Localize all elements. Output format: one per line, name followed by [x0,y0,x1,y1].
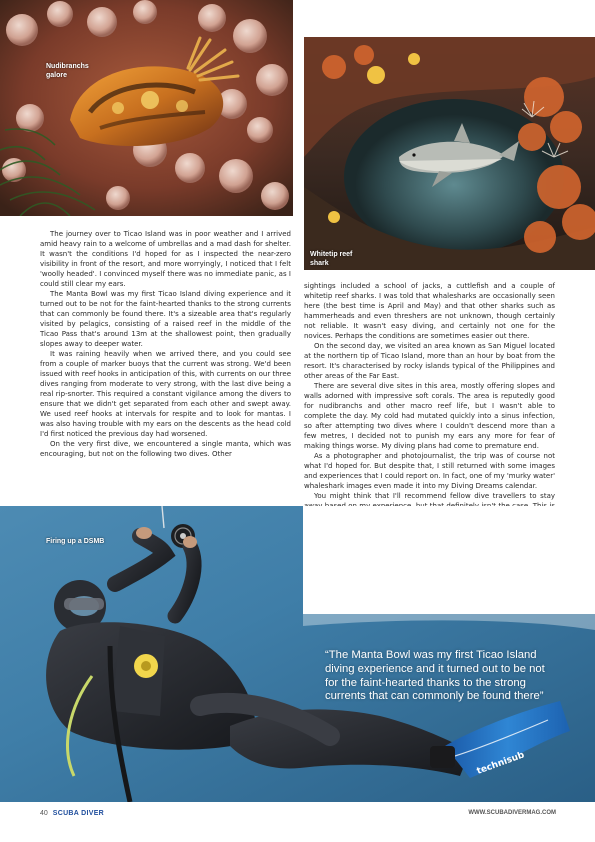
whitetip-shark-photo [304,37,595,270]
diver-caption: Firing up a DSMB [46,538,105,545]
page-number: 40 [40,810,48,817]
magazine-name: SCUBA DIVER [52,810,105,817]
article-paragraph: The journey over to Ticao Island was in poor weather and I arrived amid heavy rain to a welcome of umbrellas and a mad dash for shelter. It wasn't the conditions I'd hoped for as I inspected the near-zero visibility in front of the resort, and more worryingly, I noticed that I felt 'woolly headed'. I convinced myself there was no immediate panic, as I could still clear my ears. [40,230,291,288]
article-paragraph: On the very first dive, we encountered a single manta, which was encouraging, but not on the following two dives. Other [40,440,291,458]
shark-caption: Whitetip reef shark [310,251,353,267]
article-paragraph-text: You might think that I'll recommend fellow dive travellers to stay [314,492,555,500]
article-left-column [40,229,291,459]
article-paragraph: As a photographer and photojournalist, the trip was of course not what I'd hoped for. But despite that, I still returned with some images and experiences that I could report on. In fact, one of my 'murky water' whaleshark images even made it into my Diving Dreams calendar. [304,452,555,490]
article-paragraph: There are several dive sites in this area, mostly offering slopes and walls adorned with impressive soft corals. The area is reputedly good for nudibranchs and other macro reef life, but I wasn't able to complete the day. My cold had mutated quickly into a sinus infection, so after attempting two dives where I couldn't descend more than a few metres, I decided not to punish my ears any more for fear of making things worse. My diving plans had come to premature end. [304,382,555,450]
article-paragraph: On the second day, we visited an area known as San Miguel located at the northern tip of Ticao Island, more than an hour by boat from the resort. It's characterised by rocky islands typical of the Philippines and other areas of the Far East. [304,342,555,380]
nudibranch-photo [0,0,293,216]
fin-brand-lettering: technisub [475,750,526,777]
magazine-website[interactable]: WWW.SCUBADIVERMAG.COM [468,810,556,816]
article-paragraph: sightings included a school of jacks, a cuttlefish and a couple of whitetip reef sharks. I was told that whalesharks are occasionally seen here (the best time is April and May) and that other sharks such as hammerheads and even threshers are not unknown, though certainly not reliable. It wasn't easy diving, and certainly not one for the novices. Perhaps the conditions are sometimes easier out there. [304,282,555,340]
footer-left [40,810,104,817]
nudibranch-caption: Nudibranchs galore [46,63,89,79]
article-paragraph: The Manta Bowl was my first Ticao Island diving experience and it turned out to be not for the faint-hearted thanks to the strong currents that can commonly be found there. It's a sizeable area that's regularly visited by pelagics, consisting of a raised reef in the middle of the Ticao Pass that's around 13m at the shallowest point, then gradually slopes away to deeper water. [40,290,291,348]
article-paragraph: It was raining heavily when we arrived there, and you could see from a couple of marker buoys that the current was strong. We'd been issued with reef hooks in anticipation of this, with currents on our three dives ranging from moderate to very strong, with the last dive being a real rip-snorter. This required a constant vigilance among the divers to ensure that we didn't get separated from each other and swept away. We used reef hooks at intervals for respite and to look for mantas. I was also having trouble with my ears on the descents as the head cold I'd first noticed the previous day had worsened. [40,350,291,438]
pull-quote: “The Manta Bowl was my first Ticao Island diving experience and it turned out to be not for the faint-hearted thanks to the strong currents that can commonly be found there” [325,649,545,703]
